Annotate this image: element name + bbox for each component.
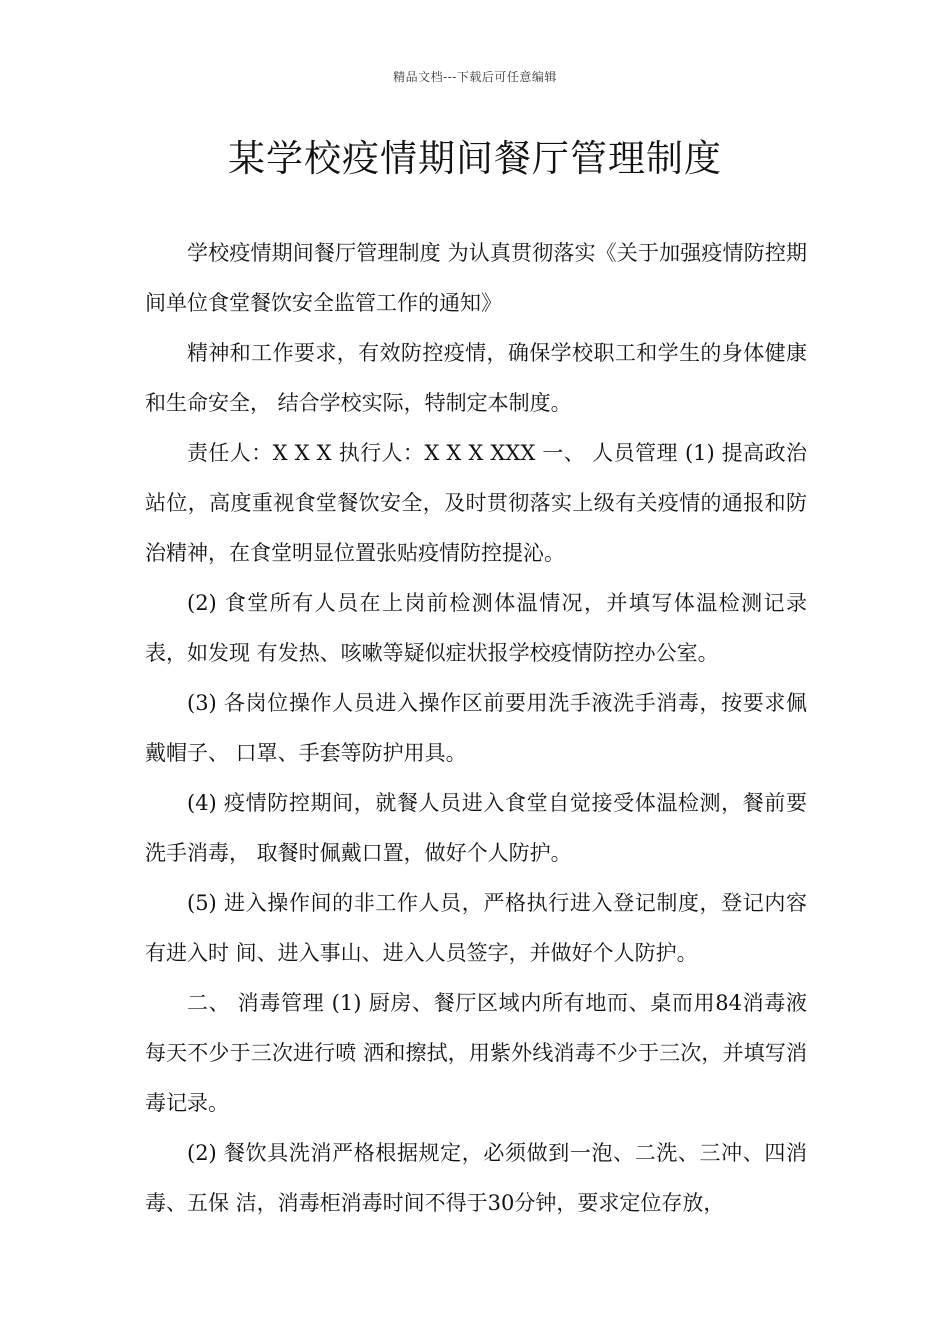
paragraph-purpose: 精神和工作要求，有效防控疫情，确保学校职工和学生的身体健康和生命安全， 结合学校实际，特制定本制度。 xyxy=(145,341,807,415)
paragraph-intro: 学校疫情期间餐厅管理制度 为认真贯彻落实《关于加强疫情防控期间单位食堂餐饮安全监管工作的通知》 xyxy=(145,241,807,315)
paragraph-personnel-4: (4) 疫情防控期间，就餐人员进入食堂自觉接受体温检测，餐前要洗手消毒， 取餐时佩戴口置，做好个人防护。 xyxy=(145,791,807,865)
paragraph-personnel-1: 责任人：X X X 执行人：X X X XXX 一、 人员管理 (1) 提高政治站位，高度重视食堂餐饮安全，及时贯彻落实上级有关疫情的通报和防治精神，在食堂明显位置张贴疫情防控提沁。 xyxy=(145,441,807,565)
paragraph-disinfection-2: (2) 餐饮具洗消严格根据规定，必须做到一泡、二洗、三冲、四消毒、五保 洁，消毒柜消毒时间不得于30分钟，要求定位存放， xyxy=(145,1141,807,1215)
document-body xyxy=(145,228,807,1228)
paragraph-personnel-5: (5) 进入操作间的非工作人员，严格执行进入登记制度，登记内容有进入时 间、进入事山、进入人员签字，并做好个人防护。 xyxy=(145,891,807,965)
paragraph-personnel-2: (2) 食堂所有人员在上岗前检测体温情况，并填写体温检测记录表，如发现 有发热、咳嗽等疑似症状报学校疫情防控办公室。 xyxy=(145,591,807,665)
paragraph-personnel-3: (3) 各岗位操作人员进入操作区前要用洗手液洗手消毒，按要求佩戴帽子、 口罩、手套等防护用具。 xyxy=(145,691,807,765)
paragraph-disinfection-1: 二、 消毒管理 (1) 厨房、餐厅区域内所有地而、桌而用84消毒液每天不少于三次进行喷 洒和擦拭，用紫外线消毒不少于三次，并填写消毒记录。 xyxy=(145,991,807,1115)
page-header-note: 精品文档---下载后可任意编辑 xyxy=(393,70,557,84)
document-title: 某学校疫情期间餐厅管理制度 xyxy=(228,137,722,180)
